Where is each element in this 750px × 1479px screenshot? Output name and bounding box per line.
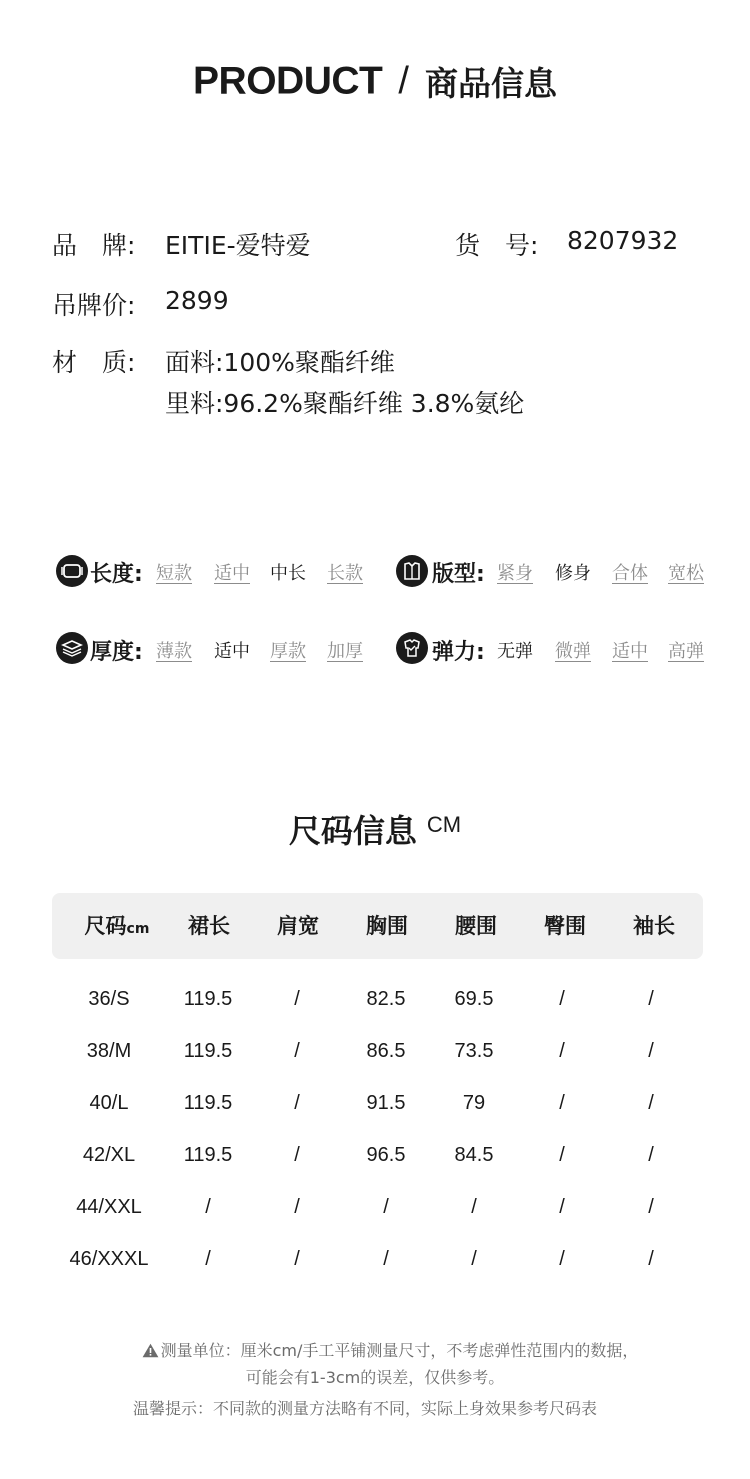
table-cell-bust: 86.5 [366,1040,406,1062]
length-option: 适中 [214,563,250,584]
table-cell-hip: / [559,1040,565,1062]
table-cell-hip: / [559,1196,565,1218]
table-cell-size: 46/XXXL [69,1248,149,1270]
table-cell-size: 42/XL [82,1144,136,1166]
table-cell-shoulder: / [294,1248,300,1270]
material-line-1: 面料:100%聚酯纤维 [165,348,395,377]
table-cell-shoulder: / [294,1196,300,1218]
table-cell-bust: 82.5 [366,988,406,1010]
measurement-note-text-1: 测量单位：厘米cm/手工平铺测量尺寸，不考虑弹性范围内的数据， [160,1341,639,1360]
measurement-note-line-1 [0,1338,750,1362]
table-cell-length: 119.5 [183,1040,233,1062]
table-cell-sleeve: / [648,1144,654,1166]
table-cell-bust: 91.5 [366,1092,406,1114]
table-cell-shoulder: / [294,1040,300,1062]
brand-value: EITIE-爱特爱 [165,231,311,260]
warning-icon [142,1343,159,1362]
sku-label: 货 号: [455,231,539,260]
table-cell-waist: 79 [462,1092,486,1114]
table-cell-waist: / [471,1196,477,1218]
column-header-size-text: 尺码 [84,914,127,938]
thickness-label: 厚度: [90,640,143,665]
size-title-unit: CM [426,812,462,837]
material-label: 材 质: [52,348,136,377]
fit-option-selected: 修身 [555,563,591,584]
table-cell-shoulder: / [294,1092,300,1114]
title-chinese: 商品信息 [424,64,557,103]
table-cell-sleeve: / [648,988,654,1010]
table-cell-size: 38/M [86,1040,132,1062]
table-cell-size: 44/XXL [76,1196,142,1218]
sku-value: 8207932 [567,226,679,255]
elasticity-option: 高弹 [668,641,704,662]
table-cell-sleeve: / [648,1248,654,1270]
elasticity-option-selected: 无弹 [497,641,533,662]
table-cell-length: 119.5 [183,988,233,1010]
title-slash: / [398,60,409,102]
measurement-note-line-3: 温馨提示：不同款的测量方法略有不同，实际上身效果参考尺码表 [132,1399,597,1418]
measurement-note-line-2: 可能会有1-3cm的误差，仅供参考。 [245,1368,505,1387]
table-cell-length: / [205,1248,211,1270]
table-cell-shoulder: / [294,988,300,1010]
length-option-selected: 中长 [270,563,306,584]
column-header-size-unit: cm [126,921,150,937]
table-cell-length: / [205,1196,211,1218]
fit-option: 合体 [612,563,648,584]
table-cell-size: 36/S [88,988,130,1010]
table-cell-bust: / [383,1248,389,1270]
column-header-bust: 胸围 [366,914,408,938]
fit-label: 版型: [432,562,485,587]
elasticity-option: 微弹 [555,641,591,662]
table-cell-hip: / [559,988,565,1010]
table-cell-sleeve: / [648,1040,654,1062]
table-cell-size: 40/L [89,1092,129,1114]
thickness-option: 厚款 [270,641,306,662]
table-cell-waist: 69.5 [454,988,494,1010]
table-cell-hip: / [559,1144,565,1166]
table-cell-hip: / [559,1248,565,1270]
column-header-waist: 腰围 [455,914,497,938]
material-line-2: 里料:96.2%聚酯纤维 3.8%氨纶 [165,389,525,418]
length-option: 短款 [156,563,192,584]
table-cell-length: 119.5 [183,1144,233,1166]
thickness-option: 加厚 [327,641,363,662]
thickness-option: 薄款 [156,641,192,662]
table-cell-hip: / [559,1092,565,1114]
size-title-text: 尺码信息 [288,812,417,850]
price-value: 2899 [165,286,229,315]
table-cell-waist: / [471,1248,477,1270]
table-cell-bust: / [383,1196,389,1218]
column-header-shoulder: 肩宽 [277,914,319,938]
length-option: 长款 [327,563,363,584]
elasticity-label: 弹力: [432,640,485,665]
table-cell-waist: 73.5 [454,1040,494,1062]
table-cell-sleeve: / [648,1196,654,1218]
column-header-sleeve: 袖长 [633,914,675,938]
fit-option: 紧身 [497,563,533,584]
price-label: 吊牌价: [52,291,136,320]
table-cell-waist: 84.5 [454,1144,494,1166]
table-cell-sleeve: / [648,1092,654,1114]
table-cell-length: 119.5 [183,1092,233,1114]
fit-option: 宽松 [668,563,704,584]
thickness-option-selected: 适中 [214,641,250,662]
column-header-hip: 臀围 [544,914,586,938]
brand-label: 品 牌: [52,231,136,260]
title-english: PRODUCT [193,59,383,103]
column-header-length: 裙长 [188,914,230,938]
elasticity-option: 适中 [612,641,648,662]
length-label: 长度: [90,562,143,587]
table-cell-shoulder: / [294,1144,300,1166]
table-cell-bust: 96.5 [366,1144,406,1166]
